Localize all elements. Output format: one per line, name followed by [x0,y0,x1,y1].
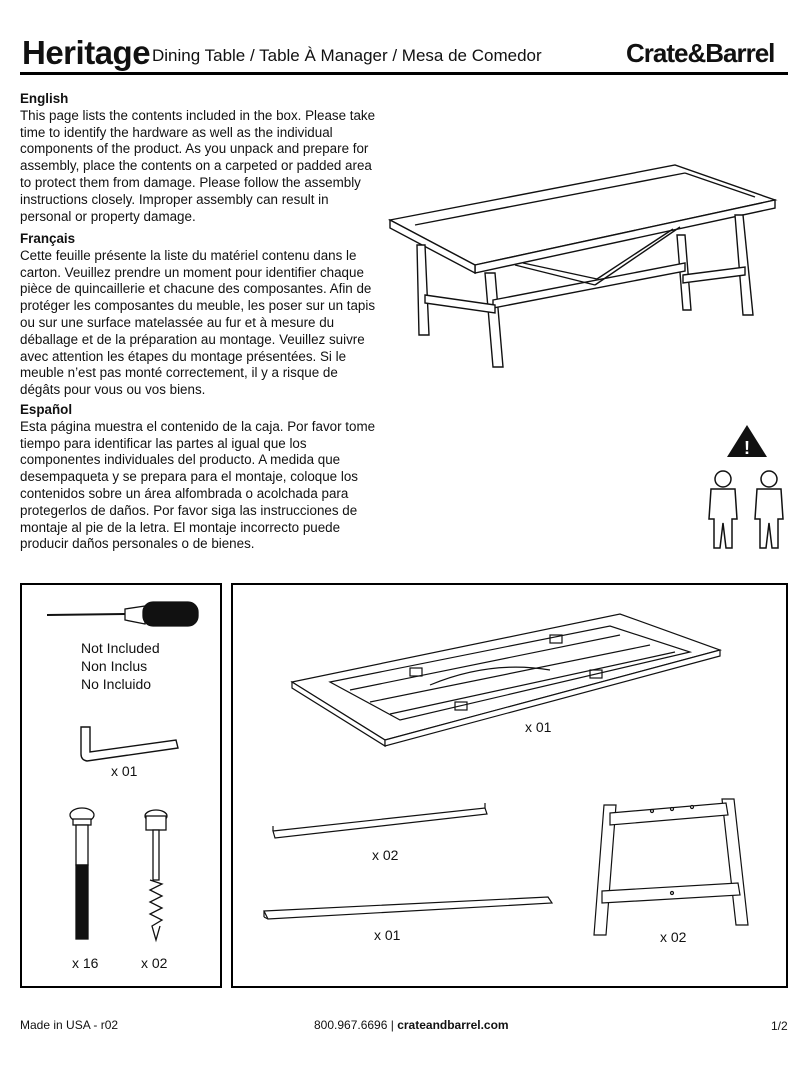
not-included-es: No Incluido [81,676,152,692]
allen-key-icon [78,724,188,766]
stretcher-illustration [262,895,554,927]
product-subtitle: Dining Table / Table À Manager / Mesa de Comedor [152,46,542,65]
warning-two-person-icon [705,423,790,553]
heading-english: English [20,91,69,106]
website-link[interactable]: crateandbarrel.com [397,1018,509,1032]
leg-qty: x 02 [660,929,687,945]
not-included-fr: Non Inclus [81,658,148,674]
phone: 800.967.6696 | [314,1018,398,1032]
page-number: 1/2 [771,1019,788,1033]
heading-espanol: Español [20,402,73,417]
bolt-icon [68,805,98,945]
contact-line [314,1018,509,1032]
screwdriver-icon [45,598,205,630]
stretcher-qty: x 01 [374,927,401,943]
text-francais: Cette feuille présente la liste du matériel contenu dans le carton. Veuillez prendre un moment pour identifier chaque pièce de quincaillerie et chacune des composantes. Afin de protéger les composantes du meuble, les poser sur un tapis ou sur une surface matelassée au fur et à mesure du déballage et de la préparation au montage. Veuillez suivre avec attention les étapes du montage présentées. Si le meuble n’est pas monté correctement, il y a risque de dégâts pour vous ou vos biens. [20,247,376,398]
made-in: Made in USA - r02 [20,1018,119,1032]
side-rail-qty: x 02 [372,847,399,863]
assembled-table-illustration [385,145,795,375]
header-rule [20,72,788,75]
tabletop-qty: x 01 [525,719,552,735]
tabletop-underside-illustration [290,610,730,745]
screw-icon [142,808,172,943]
side-rail-illustration [270,806,490,842]
allen-key-qty: x 01 [111,763,138,779]
screw-qty: x 02 [141,955,168,971]
text-espanol: Esta página muestra el contenido de la caja. Por favor tome tiempo para identificar las partes al igual que los componentes individuales del producto. A medida que desempaqueta y se prepara para el montaje, coloque los contenidos sobre un área alfombrada o acolchada para protegerlos de daños. Por favor siga las instrucciones de montaje al pie de la letra. El montaje incorrecto puede producir daños personales o de bienes. [20,418,376,552]
intro-francais [20,231,380,399]
leg-assembly-illustration [592,795,752,945]
not-included-en: Not Included [81,640,160,656]
brand-logo: Crate&Barrel [626,38,775,68]
intro-espanol [20,402,380,553]
bolt-qty: x 16 [72,955,99,971]
heading-francais: Français [20,231,76,246]
intro-english [20,91,380,225]
product-title: Heritage [22,34,151,71]
text-english: This page lists the contents included in the box. Please take time to identify the hardware as well as the individual components of the product. As you unpack and prepare for assembly, place the contents on a carpeted or padded area to protect them from damage. Please follow the assembly instructions closely. Improper assembly can result in personal or property damage. [20,107,376,224]
svg-text:!: ! [744,438,750,458]
